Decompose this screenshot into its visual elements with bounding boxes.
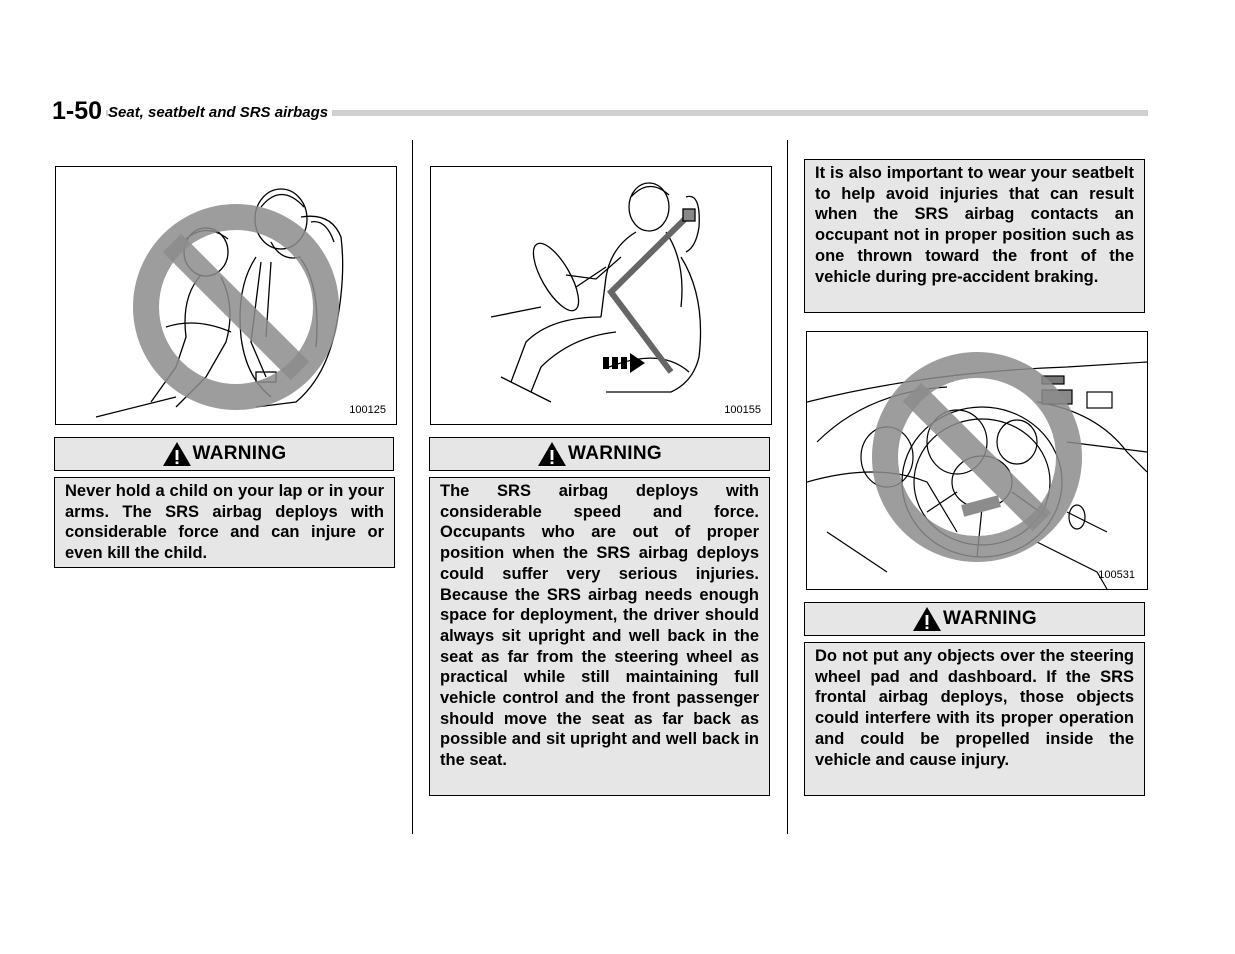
warning-text-box: Never hold a child on your lap or in your arms. The SRS airbag deploys with considerable force and can injure or even kill the child. xyxy=(54,477,395,568)
warning-header xyxy=(804,602,1145,636)
warning-label: WARNING xyxy=(192,443,287,464)
column-divider xyxy=(412,140,413,834)
driver-posture-illustration xyxy=(431,167,771,424)
steering-wheel-illustration xyxy=(807,332,1147,589)
warning-triangle-icon xyxy=(912,606,942,632)
intro-text-box: It is also important to wear your seatbelt to help avoid injuries that can result when the SRS airbag contacts an occupant not in proper position such as one thrown toward the front of the vehicle during pre-accident braking. xyxy=(804,159,1145,313)
warning-triangle-icon xyxy=(537,441,567,467)
page-number: 1-50 xyxy=(52,96,106,126)
figure-steering-wheel xyxy=(806,331,1148,590)
warning-header xyxy=(429,437,770,471)
warning-label: WARNING xyxy=(943,608,1037,629)
warning-text-box: The SRS airbag deploys with considerable speed and force. Occupants who are out of proper position when the SRS airbag deploys could suffer very serious injuries. Because the SRS airbag needs enough space for deployment, the driver should always sit upright and well back in the seat as far from the steering wheel as practical while still maintaining full vehicle control and the front passenger should move the seat as far back as possible and sit upright and well back in the seat. xyxy=(429,477,770,796)
warning-label: WARNING xyxy=(568,443,662,464)
page-header xyxy=(52,96,1148,126)
figure-child-on-lap xyxy=(55,166,397,425)
figure-code: 100155 xyxy=(724,404,761,416)
column-divider xyxy=(787,140,788,834)
warning-header xyxy=(54,437,394,471)
figure-driver-posture xyxy=(430,166,772,425)
warning-triangle-icon xyxy=(162,441,192,467)
child-on-lap-illustration xyxy=(56,167,396,424)
figure-code: 100531 xyxy=(1098,569,1135,581)
warning-text-box: Do not put any objects over the steering wheel pad and dashboard. If the SRS frontal airbag deploys, those objects could interfere with its proper operation and could be propelled inside the vehicle and cause injury. xyxy=(804,642,1145,796)
figure-code: 100125 xyxy=(349,404,386,416)
section-title: Seat, seatbelt and SRS airbags xyxy=(108,104,332,122)
prohibition-icon xyxy=(146,217,326,397)
seat-back-arrow-icon xyxy=(603,353,645,373)
